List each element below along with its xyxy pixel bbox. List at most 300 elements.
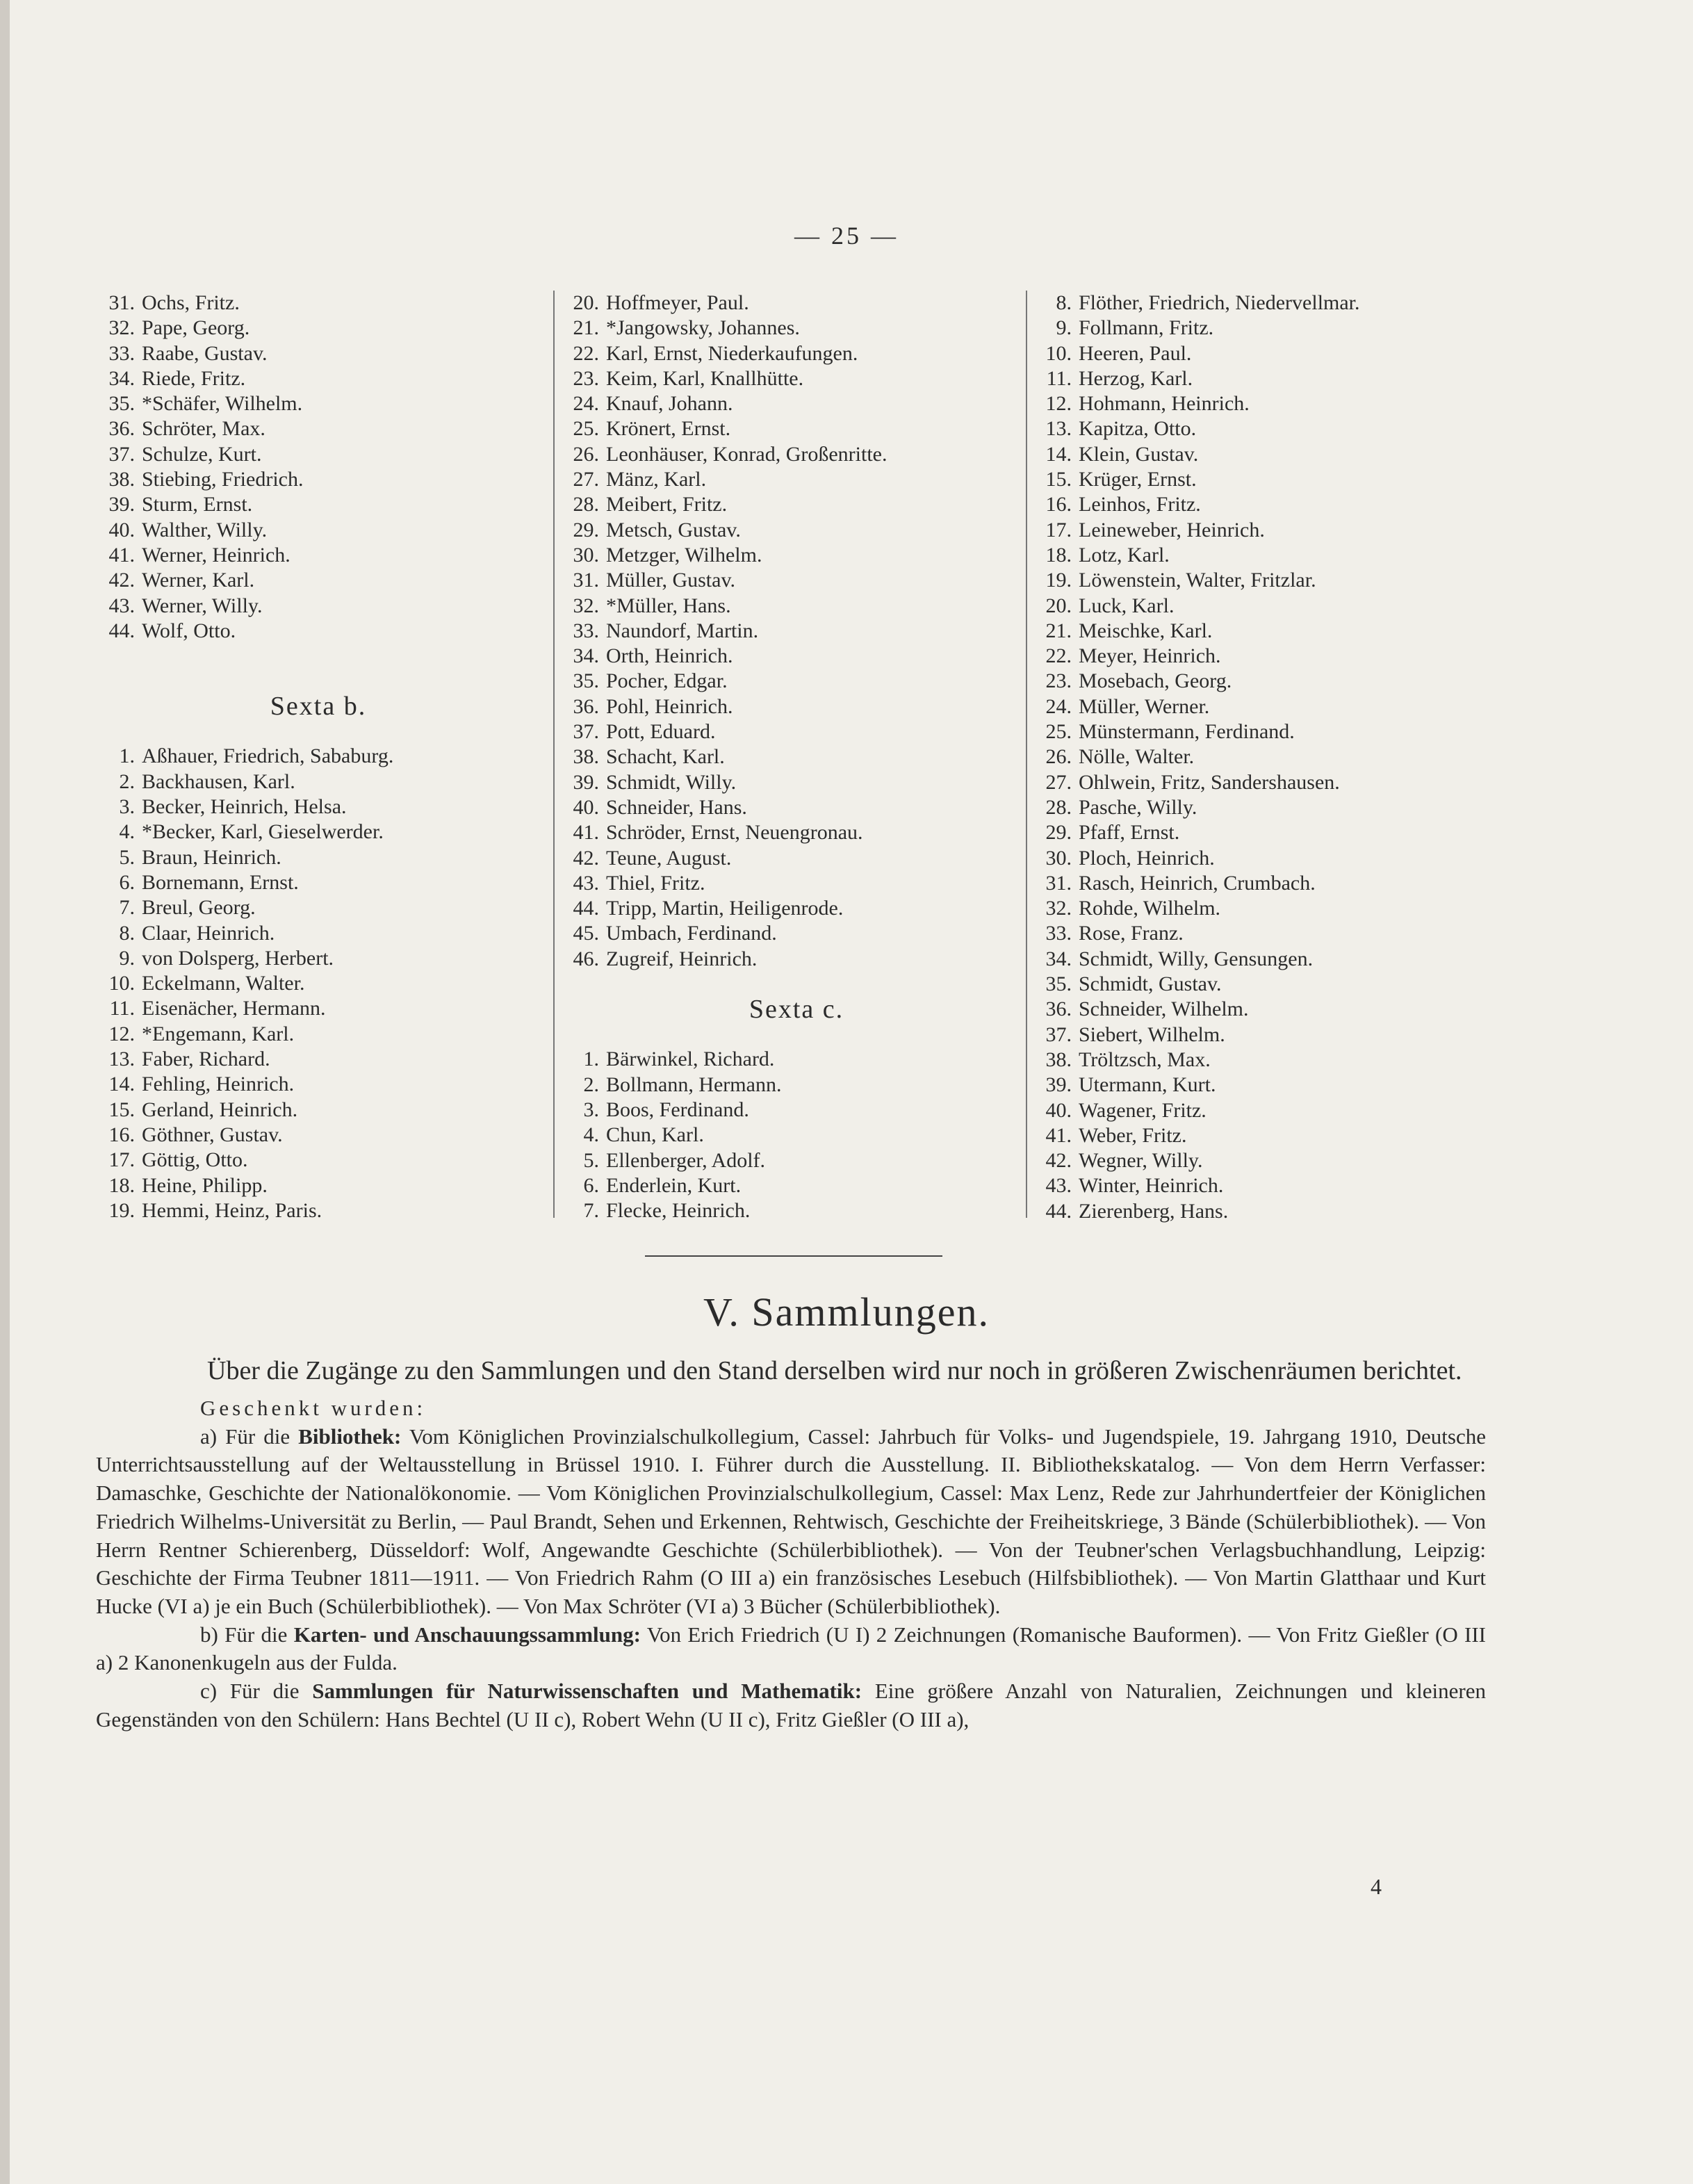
entry-name: Zugreif, Heinrich. [606,947,758,970]
student-entry [560,744,1033,769]
entry-name: Aßhauer, Friedrich, Sababurg. [142,744,394,768]
student-entry [560,719,1033,744]
entry-number: 32. [108,316,135,340]
paragraph-c [96,1677,1486,1734]
entry-number: 22. [573,341,599,365]
entry-number: 19. [108,1198,135,1222]
student-entry [96,769,541,794]
student-entry [96,1022,541,1047]
student-entry [96,845,541,870]
entry-name: Walther, Willy. [142,518,268,541]
entry-name: Hemmi, Heinz, Paris. [142,1198,322,1222]
student-entry [560,518,1033,543]
entry-number: 36. [573,694,599,718]
geschenkt-text: Geschenkt wurden: [200,1396,427,1420]
entry-name: Becker, Heinrich, Helsa. [142,795,347,819]
student-entry [96,391,541,416]
student-entry [1033,694,1547,719]
class-heading-sexta-b: Sexta b. [270,692,367,722]
entry-number: 24. [1045,694,1072,718]
entry-name: Rasch, Heinrich, Crumbach. [1079,871,1316,895]
student-entry [1033,820,1547,845]
entry-name: Eisenächer, Hermann. [142,997,326,1020]
entry-number: 42. [573,846,599,870]
paragraph-b-text: Von Erich Friedrich (U I) 2 Zeichnungen (Romanische Bauformen). — Von Fritz Gießler (O III a) 2 Kanonenkugeln aus der Fulda. [96,1622,1487,1675]
student-entry [1033,568,1547,593]
entry-name: Ellenberger, Adolf. [606,1148,766,1172]
entry-name: Schmidt, Willy. [606,770,737,794]
entry-number: 5. [119,845,135,869]
entry-number: 27. [573,468,599,491]
entry-name: Siebert, Wilhelm. [1079,1022,1225,1046]
student-entry [560,1073,1033,1098]
entry-number: 31. [108,291,135,314]
entry-name: Tröltzsch, Max. [1079,1048,1211,1071]
entry-name: Ohlwein, Fritz, Sandershausen. [1079,770,1340,794]
student-entry [560,947,1033,972]
entry-number: 40. [573,795,599,819]
student-entry [1033,947,1547,972]
entry-name: Hohmann, Heinrich. [1079,392,1250,416]
student-entry [1033,467,1547,492]
entry-name: Pasche, Willy. [1079,795,1197,819]
entry-name: Leinhos, Fritz. [1079,493,1201,516]
student-entry [1033,366,1547,391]
student-entry [1033,669,1547,694]
entry-name: Mosebach, Georg. [1079,669,1232,693]
entry-name: Schacht, Karl. [606,745,725,769]
student-entry [560,341,1033,366]
entry-name: Werner, Heinrich. [142,543,291,567]
student-entry [1033,543,1547,568]
entry-name: Stiebing, Friedrich. [142,468,304,491]
entry-number: 39. [1045,1073,1072,1097]
entry-number: 10. [108,972,135,995]
entry-name: Herzog, Karl. [1079,366,1193,390]
student-entry [1033,744,1547,769]
entry-name: Pfaff, Ernst. [1079,821,1180,845]
entry-name: Karl, Ernst, Niederkaufungen. [606,341,858,365]
class-heading-sexta-c: Sexta c. [749,995,844,1025]
entry-number: 41. [108,543,135,567]
entry-number: 21. [573,316,599,340]
student-entry [1033,1073,1547,1098]
entry-number: 14. [108,1073,135,1096]
entry-name: Faber, Richard. [142,1048,270,1071]
student-entry [96,1173,541,1198]
entry-name: Metzger, Wilhelm. [606,543,762,567]
student-entry [96,1047,541,1072]
student-entry [560,820,1033,845]
entry-number: 3. [119,795,135,819]
entry-name: Flecke, Heinrich. [606,1199,751,1223]
entry-name: Müller, Werner. [1079,694,1210,718]
paragraph-b-prefix: b) Für die [200,1622,294,1647]
entry-number: 11. [1046,366,1072,390]
student-entry [560,594,1033,619]
entry-name: Leonhäuser, Konrad, Großenritte. [606,442,888,466]
student-entry [1033,1173,1547,1198]
student-entry [1033,316,1547,341]
entry-number: 1. [119,744,135,768]
paragraph-a [96,1423,1486,1621]
entry-name: Nölle, Walter. [1079,745,1195,769]
entry-number: 27. [1045,770,1072,794]
paragraph-a-heading: Bibliothek: [298,1424,402,1449]
entry-number: 32. [1045,897,1072,920]
entry-name: Chun, Karl. [606,1123,704,1147]
student-entry [1033,492,1547,517]
entry-number: 19. [1045,569,1072,592]
student-entry [1033,644,1547,669]
student-list [96,291,541,644]
entry-name: Enderlein, Kurt. [606,1173,742,1197]
entry-number: 18. [108,1173,135,1197]
entry-number: 26. [1045,745,1072,769]
student-entry [96,1123,541,1148]
entry-number: 36. [1045,997,1072,1021]
entry-name: Backhausen, Karl. [142,769,295,793]
geschenkt-label [96,1394,1486,1423]
entry-number: 41. [573,821,599,845]
entry-name: Werner, Karl. [142,569,255,592]
entry-name: Metsch, Gustav. [606,518,741,541]
entry-number: 37. [108,442,135,466]
entry-number: 10. [1045,341,1072,365]
paragraph-c-heading: Sammlungen für Naturwissenschaften und Mathematik: [312,1679,862,1704]
entry-name: Pape, Georg. [142,316,250,340]
entry-name: Schmidt, Gustav. [1079,972,1222,996]
entry-name: *Schäfer, Wilhelm. [142,392,303,416]
student-entry [560,644,1033,669]
entry-name: Löwenstein, Walter, Fritzlar. [1079,569,1316,592]
paragraph-a-text: Vom Königlichen Provinzialschulkollegium, Cassel: Jahrbuch für Volks- und Jugendspiele, 19. Jahrgang 1910, Deutsche Unterrichtsausstellung auf der Weltausstellung in Brüssel 1910. I. Führer durch die Ausstellung. II. Bibliothekskatalog. — Von dem Herrn Verfasser: Damaschke, Geschichte der Nationalökonomie. — Vom Königlichen Provinzialschulkollegium, Cassel: Max Lenz, Rede zur Jahrhundertfeier der Königlichen Friedrich Wilhelms-Universität zu Berlin, — Paul Brandt, Sehen und Erkennen, Rehtwisch, Geschichte der Freiheitskriege, 3 Bände (Schülerbibliothek). — Von Herrn Rentner Schierenberg, Düsseldorf: Wolf, Angewandte Geschichte (Schülerbibliothek). — Von der Teubner'schen Verlagsbuchhandlung, Leipzig: Geschichte der Firma Teubner 1811—1911. — Von Friedrich Rahm (O III a) ein französisches Lesebuch (Hilfsbibliothek). — Von Martin Glatthaar und Kurt Hucke (VI a) je ein Buch (Schülerbibliothek). — Von Max Schröter (VI a) 3 Bücher (Schülerbibliothek). [96,1424,1486,1618]
student-column-3 [1026,291,1547,1223]
entry-number: 33. [573,619,599,642]
entry-number: 45. [573,922,599,945]
student-entry [1033,1199,1547,1224]
entry-name: Luck, Karl. [1079,594,1175,617]
entry-name: Raabe, Gustav. [142,341,268,365]
student-entry [96,794,541,820]
entry-name: Heeren, Paul. [1079,341,1192,365]
entry-name: Meischke, Karl. [1079,619,1213,642]
student-entry [560,416,1033,441]
entry-number: 37. [1045,1022,1072,1046]
student-entry [96,1098,541,1123]
student-entry [560,366,1033,391]
student-entry [96,1198,541,1223]
student-entry [96,442,541,467]
entry-name: *Jangowsky, Johannes. [606,316,800,340]
student-entry [1033,972,1547,997]
entry-number: 29. [573,518,599,541]
entry-name: Wagener, Fritz. [1079,1098,1207,1122]
entry-number: 22. [1045,644,1072,668]
entry-name: Pohl, Heinrich. [606,694,733,718]
entry-name: Knauf, Johann. [606,392,733,416]
student-entry [96,1072,541,1097]
entry-number: 11. [109,997,135,1020]
student-entry [560,871,1033,896]
entry-number: 25. [1045,720,1072,744]
entry-name: Krüger, Ernst. [1079,468,1197,491]
student-entry [1033,391,1547,416]
entry-number: 13. [108,1048,135,1071]
entry-name: Krönert, Ernst. [606,417,731,441]
entry-name: Leineweber, Heinrich. [1079,518,1265,541]
entry-number: 7. [583,1199,599,1223]
entry-name: Rose, Franz. [1079,922,1184,945]
entry-number: 12. [108,1022,135,1045]
entry-number: 40. [1045,1098,1072,1122]
entry-name: Göthner, Gustav. [142,1123,283,1146]
intro-paragraph: Über die Zugänge zu den Sammlungen und den Stand derselben wird nur noch in größeren Zwischenräumen berichtet. [207,1356,1462,1385]
entry-number: 39. [573,770,599,794]
entry-name: Breul, Georg. [142,896,256,920]
entry-number: 8. [119,921,135,945]
student-entry [560,1098,1033,1123]
student-list [1033,291,1547,1224]
student-entry [96,619,541,644]
entry-name: Rohde, Wilhelm. [1079,897,1221,920]
entry-name: Schröter, Max. [142,417,265,441]
student-entry [1033,896,1547,921]
entry-number: 38. [108,468,135,491]
student-entry [560,1148,1033,1173]
student-entry [1033,770,1547,795]
student-entry [560,1123,1033,1148]
entry-number: 25. [573,417,599,441]
entry-number: 35. [1045,972,1072,996]
entry-number: 23. [573,366,599,390]
entry-number: 42. [1045,1149,1072,1173]
student-entry [560,492,1033,517]
entry-number: 16. [1045,493,1072,516]
entry-name: Werner, Willy. [142,594,263,617]
entry-name: Utermann, Kurt. [1079,1073,1216,1097]
student-entry [560,694,1033,719]
entry-name: *Müller, Hans. [606,594,731,617]
entry-number: 46. [573,947,599,970]
student-entry [560,921,1033,946]
student-entry [1033,795,1547,820]
student-entry [1033,1098,1547,1123]
entry-name: Claar, Heinrich. [142,921,275,945]
signature-number: 4 [1371,1874,1382,1899]
entry-number: 15. [1045,468,1072,491]
student-entry [1033,518,1547,543]
entry-name: Pocher, Edgar. [606,669,728,693]
student-entry [96,820,541,845]
entry-name: Follmann, Fritz. [1079,316,1214,340]
entry-number: 12. [1045,392,1072,416]
student-entry [560,391,1033,416]
student-entry [96,291,541,316]
entry-number: 26. [573,442,599,466]
entry-name: Kapitza, Otto. [1079,417,1197,441]
entry-name: Fehling, Heinrich. [142,1073,295,1096]
student-entry [560,467,1033,492]
entry-number: 17. [108,1148,135,1172]
entry-name: Schröder, Ernst, Neuengronau. [606,821,863,845]
student-entry [1033,594,1547,619]
entry-number: 1. [583,1048,599,1071]
student-entry [96,996,541,1021]
entry-number: 41. [1045,1123,1072,1147]
entry-name: Bornemann, Ernst. [142,870,299,894]
entry-name: Naundorf, Martin. [606,619,759,642]
student-entry [96,492,541,517]
student-entry [1033,341,1547,366]
entry-number: 42. [108,569,135,592]
entry-number: 38. [1045,1048,1072,1071]
entry-number: 4. [119,820,135,844]
entry-number: 24. [573,392,599,416]
student-entry [96,870,541,895]
entry-number: 34. [108,366,135,390]
entry-number: 5. [583,1148,599,1172]
entry-name: Braun, Heinrich. [142,845,281,869]
entry-name: Heine, Philipp. [142,1173,268,1197]
entry-number: 37. [573,720,599,744]
entry-name: Keim, Karl, Knallhütte. [606,366,804,390]
entry-number: 39. [108,493,135,516]
entry-name: Schneider, Wilhelm. [1079,997,1249,1021]
entry-number: 9. [1056,316,1072,340]
student-entry [1033,291,1547,316]
entry-number: 34. [573,644,599,668]
entry-number: 23. [1045,669,1072,693]
entry-name: Schneider, Hans. [606,795,747,819]
section-divider [645,1255,942,1257]
entry-number: 31. [573,569,599,592]
entry-number: 2. [119,769,135,793]
entry-number: 17. [1045,518,1072,541]
entry-number: 3. [583,1098,599,1121]
student-entry [560,442,1033,467]
paragraph-c-prefix: c) Für die [200,1679,313,1704]
paragraph-c-text: Eine größere Anzahl von Naturalien, Zeichnungen und kleineren Gegenständen von den Schülern: Hans Bechtel (U II c), Robert Wehn (U II c), Fritz Gießler (O III a), [96,1679,1487,1731]
student-entry [1033,921,1547,946]
section-body [96,1353,1486,1734]
student-entry [96,518,541,543]
student-entry [560,1047,1033,1072]
student-entry [1033,997,1547,1022]
entry-name: Bärwinkel, Richard. [606,1048,775,1071]
entry-number: 33. [108,341,135,365]
entry-name: Eckelmann, Walter. [142,972,305,995]
entry-name: Mänz, Karl. [606,468,707,491]
student-entry [560,1173,1033,1198]
section-title: V. Sammlungen. [703,1289,990,1335]
entry-number: 28. [1045,795,1072,819]
entry-number: 44. [108,619,135,642]
student-entry [1033,1048,1547,1073]
student-entry [96,543,541,568]
entry-name: Göttig, Otto. [142,1148,248,1172]
entry-name: Münstermann, Ferdinand. [1079,720,1295,744]
student-column-2 [553,291,1033,1223]
entry-number: 30. [1045,846,1072,870]
student-entry [1033,871,1547,896]
entry-number: 20. [573,291,599,314]
entry-name: Meyer, Heinrich. [1079,644,1221,668]
entry-number: 14. [1045,442,1072,466]
student-entry [96,366,541,391]
entry-number: 35. [573,669,599,693]
entry-number: 6. [583,1173,599,1197]
student-entry [1033,442,1547,467]
entry-name: Umbach, Ferdinand. [606,922,777,945]
entry-name: Lotz, Karl. [1079,543,1170,567]
entry-number: 31. [1045,871,1072,895]
entry-name: Ochs, Fritz. [142,291,240,314]
entry-name: Wolf, Otto. [142,619,236,642]
entry-name: Schmidt, Willy, Gensungen. [1079,947,1314,970]
student-entry [96,971,541,996]
entry-number: 18. [1045,543,1072,567]
student-entry [96,416,541,441]
entry-number: 28. [573,493,599,516]
student-entry [1033,416,1547,441]
entry-name: Schulze, Kurt. [142,442,262,466]
student-entry [96,744,541,769]
student-entry [560,619,1033,644]
entry-name: Ploch, Heinrich. [1079,846,1215,870]
entry-name: Tripp, Martin, Heiligenrode. [606,897,844,920]
student-entry [560,543,1033,568]
entry-number: 29. [1045,821,1072,845]
entry-name: Riede, Fritz. [142,366,246,390]
student-entry [1033,1123,1547,1148]
student-entry [560,568,1033,593]
entry-name: Wegner, Willy. [1079,1149,1203,1173]
entry-name: Pott, Eduard. [606,720,716,744]
student-entry [96,921,541,946]
entry-name: Weber, Fritz. [1079,1123,1187,1147]
student-entry [1033,619,1547,644]
entry-name: Gerland, Heinrich. [142,1098,298,1121]
student-entry [96,1148,541,1173]
entry-name: Meibert, Fritz. [606,493,728,516]
entry-number: 9. [119,946,135,970]
entry-name: Thiel, Fritz. [606,871,705,895]
student-entry [96,946,541,971]
student-entry [1033,1022,1547,1048]
student-entry [560,1198,1033,1223]
student-entry [96,594,541,619]
entry-name: *Engemann, Karl. [142,1022,295,1045]
student-entry [96,568,541,593]
entry-name: *Becker, Karl, Gieselwerder. [142,820,384,844]
entry-number: 15. [108,1098,135,1121]
entry-number: 30. [573,543,599,567]
paragraph-a-prefix: a) Für die [200,1424,299,1449]
entry-number: 44. [573,897,599,920]
student-list [560,291,1033,972]
entry-number: 21. [1045,619,1072,642]
paragraph-b [96,1621,1486,1677]
entry-number: 43. [108,594,135,617]
student-entry [96,316,541,341]
entry-number: 33. [1045,922,1072,945]
entry-number: 20. [1045,594,1072,617]
entry-name: Sturm, Ernst. [142,493,253,516]
entry-number: 38. [573,745,599,769]
student-entry [96,895,541,920]
entry-name: Klein, Gustav. [1079,442,1199,466]
